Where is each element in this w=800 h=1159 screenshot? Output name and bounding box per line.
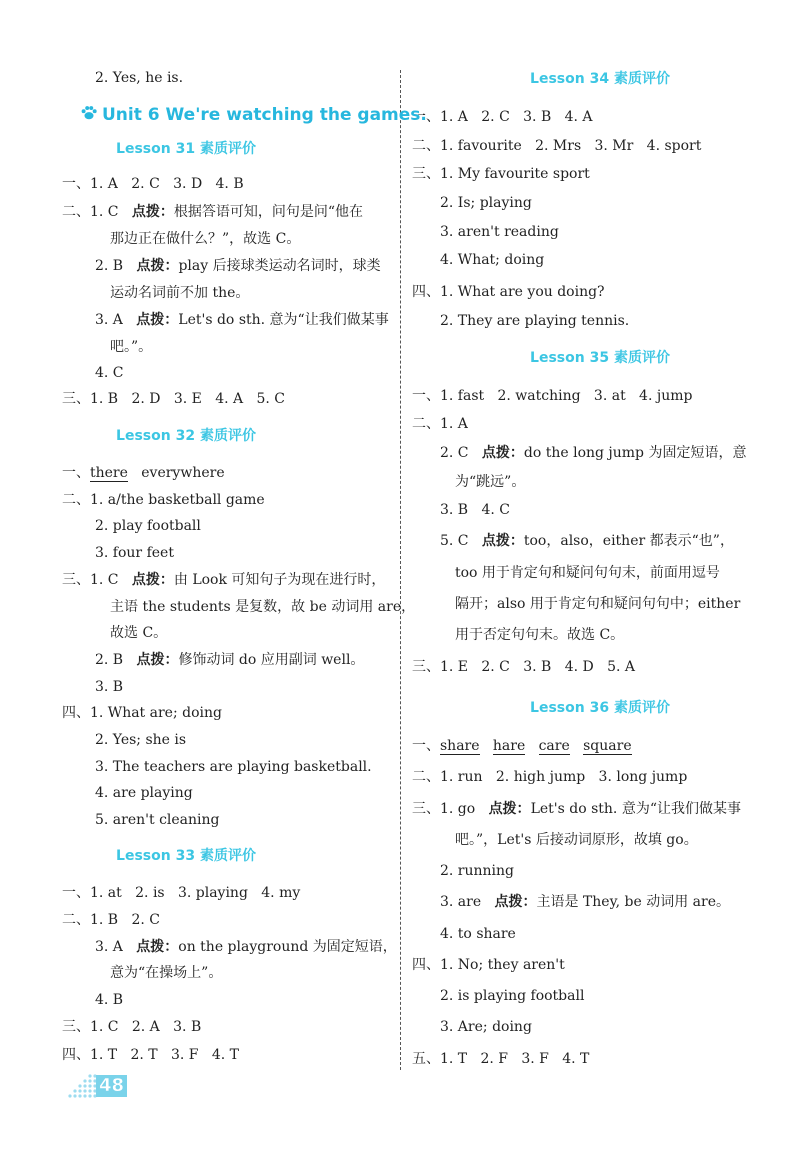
answer-line: 二、1. A: [412, 416, 468, 432]
hint-label: 点拨：: [494, 894, 537, 910]
answer-text: do the long jump 为固定短语，意: [523, 445, 747, 461]
answer-line: 一、1. fast 2. watching 3. at 4. jump: [412, 388, 693, 404]
underlined-word: there: [90, 465, 128, 481]
answer-text: 3. are: [440, 894, 495, 910]
column-divider: [400, 70, 401, 1070]
answer-text: Let's do sth. 意为“让我们做某事: [530, 801, 741, 817]
answer-line: 四、1. What are you doing?: [412, 284, 605, 300]
answer-line: 3. B 4. C: [440, 502, 510, 518]
answer-line: 那边正在做什么？”，故选 C。: [110, 231, 301, 247]
answer-line: 主语 the students 是复数，故 be 动词用 are，: [110, 599, 416, 615]
answer-line: [412, 736, 632, 756]
answer-line: [62, 463, 225, 483]
answer-text: [480, 738, 493, 754]
unit-heading: [80, 104, 427, 125]
answer-line: 三、1. C 2. A 3. B: [62, 1019, 202, 1035]
answer-line: 二、1. B 2. C: [62, 912, 160, 928]
answer-line: 2. is playing football: [440, 988, 585, 1004]
answer-line: 4. B: [95, 992, 124, 1008]
answer-line: 为“跳远”。: [455, 474, 526, 490]
answer-line: 隔开；also 用于肯定句和疑问句句中；either: [455, 596, 741, 612]
answer-line: 一、1. A 2. C 3. D 4. B: [62, 176, 244, 192]
answer-line: 三、1. E 2. C 3. B 4. D 5. A: [412, 659, 635, 675]
page-number: 48: [96, 1075, 127, 1097]
answer-text: 根据答语可知，问句是问“他在: [173, 204, 364, 220]
answer-text: Let's do sth. 意为“让我们做某事: [178, 312, 389, 328]
paw-icon: [80, 104, 98, 122]
answer-line: 一、1. A 2. C 3. B 4. A: [412, 109, 593, 125]
answer-line: [95, 650, 364, 670]
answer-text: 2. C: [440, 445, 482, 461]
answer-line: [440, 531, 734, 551]
answer-line: 2. They are playing tennis.: [440, 313, 630, 329]
hint-label: 点拨：: [136, 312, 179, 328]
answer-line: 故选 C。: [110, 625, 168, 641]
lesson-heading: Lesson 36 素质评价: [530, 700, 670, 716]
answer-text: [525, 738, 538, 754]
hint-label: 点拨：: [488, 801, 531, 817]
answer-text: 2. B: [95, 652, 137, 668]
answer-line: [440, 892, 730, 912]
answer-line: 四、1. T 2. T 3. F 4. T: [62, 1047, 240, 1063]
answer-text: 二、1. C: [62, 204, 132, 220]
answer-text: 一、: [412, 738, 440, 754]
hint-label: 点拨：: [131, 204, 174, 220]
underlined-word: hare: [492, 738, 526, 754]
answer-line: [440, 443, 746, 463]
answer-line: [62, 202, 363, 222]
lesson-heading: Lesson 33 素质评价: [116, 848, 256, 864]
hint-label: 点拨：: [481, 445, 524, 461]
answer-line: [95, 310, 389, 330]
answer-line: 二、1. favourite 2. Mrs 3. Mr 4. sport: [412, 138, 702, 154]
answer-line: 一、1. at 2. is 3. playing 4. my: [62, 885, 301, 901]
page-number-badge: [66, 1074, 128, 1100]
answer-line: 4. C: [95, 365, 124, 381]
answer-text: 2. B: [95, 258, 137, 274]
answer-text: on the playground 为固定短语，: [178, 939, 397, 955]
answer-text: 一、: [62, 465, 90, 481]
answer-line: [412, 799, 741, 819]
answer-line: 3. The teachers are playing basketball.: [95, 759, 372, 775]
lesson-heading: Lesson 31 素质评价: [116, 141, 256, 157]
answer-line: [95, 256, 381, 276]
answer-line: 二、1. a/the basketball game: [62, 492, 265, 508]
answer-line: 5. aren't cleaning: [95, 812, 220, 828]
answer-line: 2. play football: [95, 518, 201, 534]
answer-line: 4. What; doing: [440, 252, 545, 268]
answer-line: 3. aren't reading: [440, 224, 559, 240]
answer-text: 由 Look 可知句子为现在进行时，: [173, 572, 386, 588]
answer-line: 3. B: [95, 679, 124, 695]
underlined-word: share: [440, 738, 480, 754]
underlined-word: care: [538, 738, 570, 754]
answer-text: 三、1. C: [62, 572, 132, 588]
answer-line: 意为“在操场上”。: [110, 965, 223, 981]
answer-text: play 后接球类运动名词时，球类: [178, 258, 381, 274]
answer-text: 5. C: [440, 533, 482, 549]
answer-text: everywhere: [127, 465, 225, 481]
answer-line: 三、1. My favourite sport: [412, 166, 590, 182]
answer-line: 四、1. No; they aren't: [412, 957, 565, 973]
answer-line: 五、1. T 2. F 3. F 4. T: [412, 1051, 590, 1067]
answer-text: 三、1. go: [412, 801, 489, 817]
answer-line: [95, 937, 397, 957]
answer-line: 用于否定句句末。故选 C。: [455, 627, 625, 643]
answer-line: 吧。”，Let's 后接动词原形，故填 go。: [455, 832, 698, 848]
lesson-heading: Lesson 32 素质评价: [116, 428, 256, 444]
answer-line: 2. Yes; she is: [95, 732, 187, 748]
answer-line: 3. four feet: [95, 545, 174, 561]
answer-text: 3. A: [95, 312, 137, 328]
hint-label: 点拨：: [131, 572, 174, 588]
answer-line: too 用于肯定句和疑问句句末，前面用逗号: [455, 565, 720, 581]
hint-label: 点拨：: [136, 939, 179, 955]
answer-line: 运动名词前不加 the。: [110, 285, 250, 301]
answer-text: 修饰动词 do 应用副词 well。: [178, 652, 365, 668]
answer-text: too，also，either 都表示“也”，: [523, 533, 734, 549]
hint-label: 点拨：: [481, 533, 524, 549]
hint-label: 点拨：: [136, 258, 179, 274]
underlined-word: square: [583, 738, 632, 754]
answer-line: 3. Are; doing: [440, 1019, 532, 1035]
answer-line: 2. Yes, he is.: [95, 70, 184, 86]
answer-line: 三、1. B 2. D 3. E 4. A 5. C: [62, 391, 285, 407]
lesson-heading: Lesson 34 素质评价: [530, 71, 670, 87]
answer-line: 4. are playing: [95, 785, 193, 801]
answer-line: 二、1. run 2. high jump 3. long jump: [412, 769, 688, 785]
answer-line: 吧。”。: [110, 339, 153, 355]
lesson-heading: Lesson 35 素质评价: [530, 350, 670, 366]
answer-text: 主语是 They, be 动词用 are。: [536, 894, 730, 910]
hint-label: 点拨：: [136, 652, 179, 668]
answer-line: 2. Is; playing: [440, 195, 532, 211]
answer-line: 四、1. What are; doing: [62, 705, 222, 721]
answer-text: 3. A: [95, 939, 137, 955]
answer-line: 4. to share: [440, 926, 516, 942]
answer-line: 2. running: [440, 863, 515, 879]
answer-line: [62, 570, 385, 590]
unit-title: Unit 6 We're watching the games.: [102, 105, 427, 125]
answer-text: [570, 738, 583, 754]
